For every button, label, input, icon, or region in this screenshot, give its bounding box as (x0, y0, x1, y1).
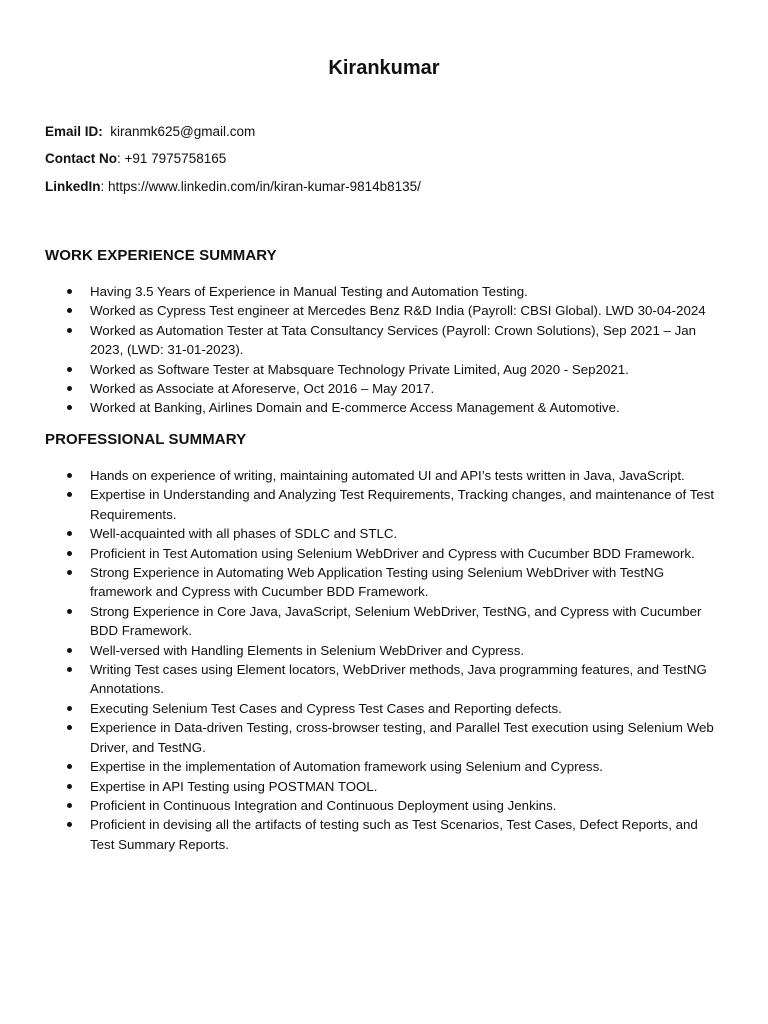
list-item-text: Expertise in API Testing using POSTMAN TOOL. (90, 778, 378, 794)
linkedin-line (45, 179, 421, 194)
list-item-text: Worked as Cypress Test engineer at Mercedes Benz R&D India (Payroll: CBSI Global). LWD 30-04-2024 (90, 303, 706, 319)
bullet-icon (67, 473, 72, 478)
bullet-icon (67, 551, 72, 556)
list-item (45, 660, 725, 699)
list-item-text: Well-acquainted with all phases of SDLC and STLC. (90, 526, 398, 542)
list-item (45, 321, 725, 360)
list-item (45, 777, 725, 796)
bullet-icon (67, 570, 72, 575)
bullet-icon (67, 822, 72, 827)
email-line (45, 124, 255, 139)
list-item (45, 815, 725, 854)
list-item (45, 360, 725, 379)
list-item (45, 602, 725, 641)
list-item (45, 282, 725, 301)
phone-label: Contact No (45, 151, 117, 166)
list-item-text: Executing Selenium Test Cases and Cypress Test Cases and Reporting defects. (90, 700, 562, 716)
list-item-text: Worked at Banking, Airlines Domain and E-commerce Access Management & Automotive. (90, 400, 620, 416)
bullet-icon (67, 531, 72, 536)
professional-summary-list (45, 466, 725, 854)
list-item (45, 524, 725, 543)
list-item-text: Expertise in Understanding and Analyzing Test Requirements, Tracking changes, and maintenance of Test Requirements. (90, 487, 715, 522)
linkedin-label: LinkedIn (45, 179, 101, 194)
linkedin-value: : https://www.linkedin.com/in/kiran-kumar-9814b8135/ (100, 179, 421, 194)
list-item-text: Proficient in Continuous Integration and Continuous Deployment using Jenkins. (90, 797, 557, 813)
list-item (45, 796, 725, 815)
list-item (45, 466, 725, 485)
list-item (45, 485, 725, 524)
bullet-icon (67, 764, 72, 769)
list-item (45, 563, 725, 602)
bullet-icon (67, 667, 72, 672)
list-item-text: Proficient in Test Automation using Selenium WebDriver and Cypress with Cucumber BDD Framework. (90, 545, 695, 561)
bullet-icon (67, 706, 72, 711)
bullet-icon (67, 328, 72, 333)
list-item-text: Experience in Data-driven Testing, cross-browser testing, and Parallel Test execution using Selenium Web Driver, and TestNG. (90, 720, 714, 755)
bullet-icon (67, 609, 72, 614)
list-item-text: Worked as Software Tester at Mabsquare Technology Private Limited, Aug 2020 - Sep2021. (90, 361, 629, 377)
list-item (45, 641, 725, 660)
list-item-text: Proficient in devising all the artifacts of testing such as Test Scenarios, Test Cases, Defect Reports, and Test Summary Reports. (90, 817, 698, 852)
bullet-icon (67, 784, 72, 789)
list-item (45, 699, 725, 718)
bullet-icon (67, 386, 72, 391)
phone-value: : +91 7975758165 (117, 151, 227, 166)
bullet-icon (67, 725, 72, 730)
list-item-text: Strong Experience in Core Java, JavaScript, Selenium WebDriver, TestNG, and Cypress with Cucumber BDD Framework. (90, 603, 702, 639)
list-item-text: Well-versed with Handling Elements in Selenium WebDriver and Cypress. (90, 642, 525, 658)
bullet-icon (67, 803, 72, 808)
bullet-icon (67, 648, 72, 653)
list-item (45, 301, 725, 320)
email-value: kiranmk625@gmail.com (110, 124, 256, 139)
list-item (45, 544, 725, 563)
list-item-text: Worked as Associate at Aforeserve, Oct 2016 – May 2017. (90, 381, 435, 397)
bullet-icon (67, 367, 72, 372)
work-experience-list (45, 282, 725, 418)
list-item-text: Strong Experience in Automating Web Application Testing using Selenium WebDriver with TestNG framework and Cypress with Cucumber BDD Framework. (90, 565, 665, 600)
list-item-text: Having 3.5 Years of Experience in Manual Testing and Automation Testing. (90, 284, 528, 299)
list-item-text: Worked as Automation Tester at Tata Consultancy Services (Payroll: Crown Solutions), Sep 2021 – Jan 2023, (LWD: 31-01-2023). (90, 322, 697, 358)
list-item-text: Expertise in the implementation of Automation framework using Selenium and Cypress. (90, 759, 603, 775)
bullet-icon (67, 289, 72, 294)
professional-summary-heading: PROFESSIONAL SUMMARY (45, 431, 247, 448)
list-item (45, 718, 725, 757)
list-item (45, 398, 725, 417)
bullet-icon (67, 405, 72, 410)
work-experience-heading: WORK EXPERIENCE SUMMARY (45, 247, 277, 264)
bullet-icon (67, 308, 72, 313)
email-label: Email ID: (45, 124, 103, 139)
list-item (45, 757, 725, 776)
list-item-text: Hands on experience of writing, maintaining automated UI and API’s tests written in Java, JavaScript. (90, 468, 685, 483)
list-item-text: Writing Test cases using Element locators, WebDriver methods, Java programming features, and TestNG Annotations. (90, 662, 707, 697)
phone-line (45, 151, 226, 166)
candidate-name: Kirankumar (328, 57, 440, 79)
list-item (45, 379, 725, 398)
bullet-icon (67, 492, 72, 497)
